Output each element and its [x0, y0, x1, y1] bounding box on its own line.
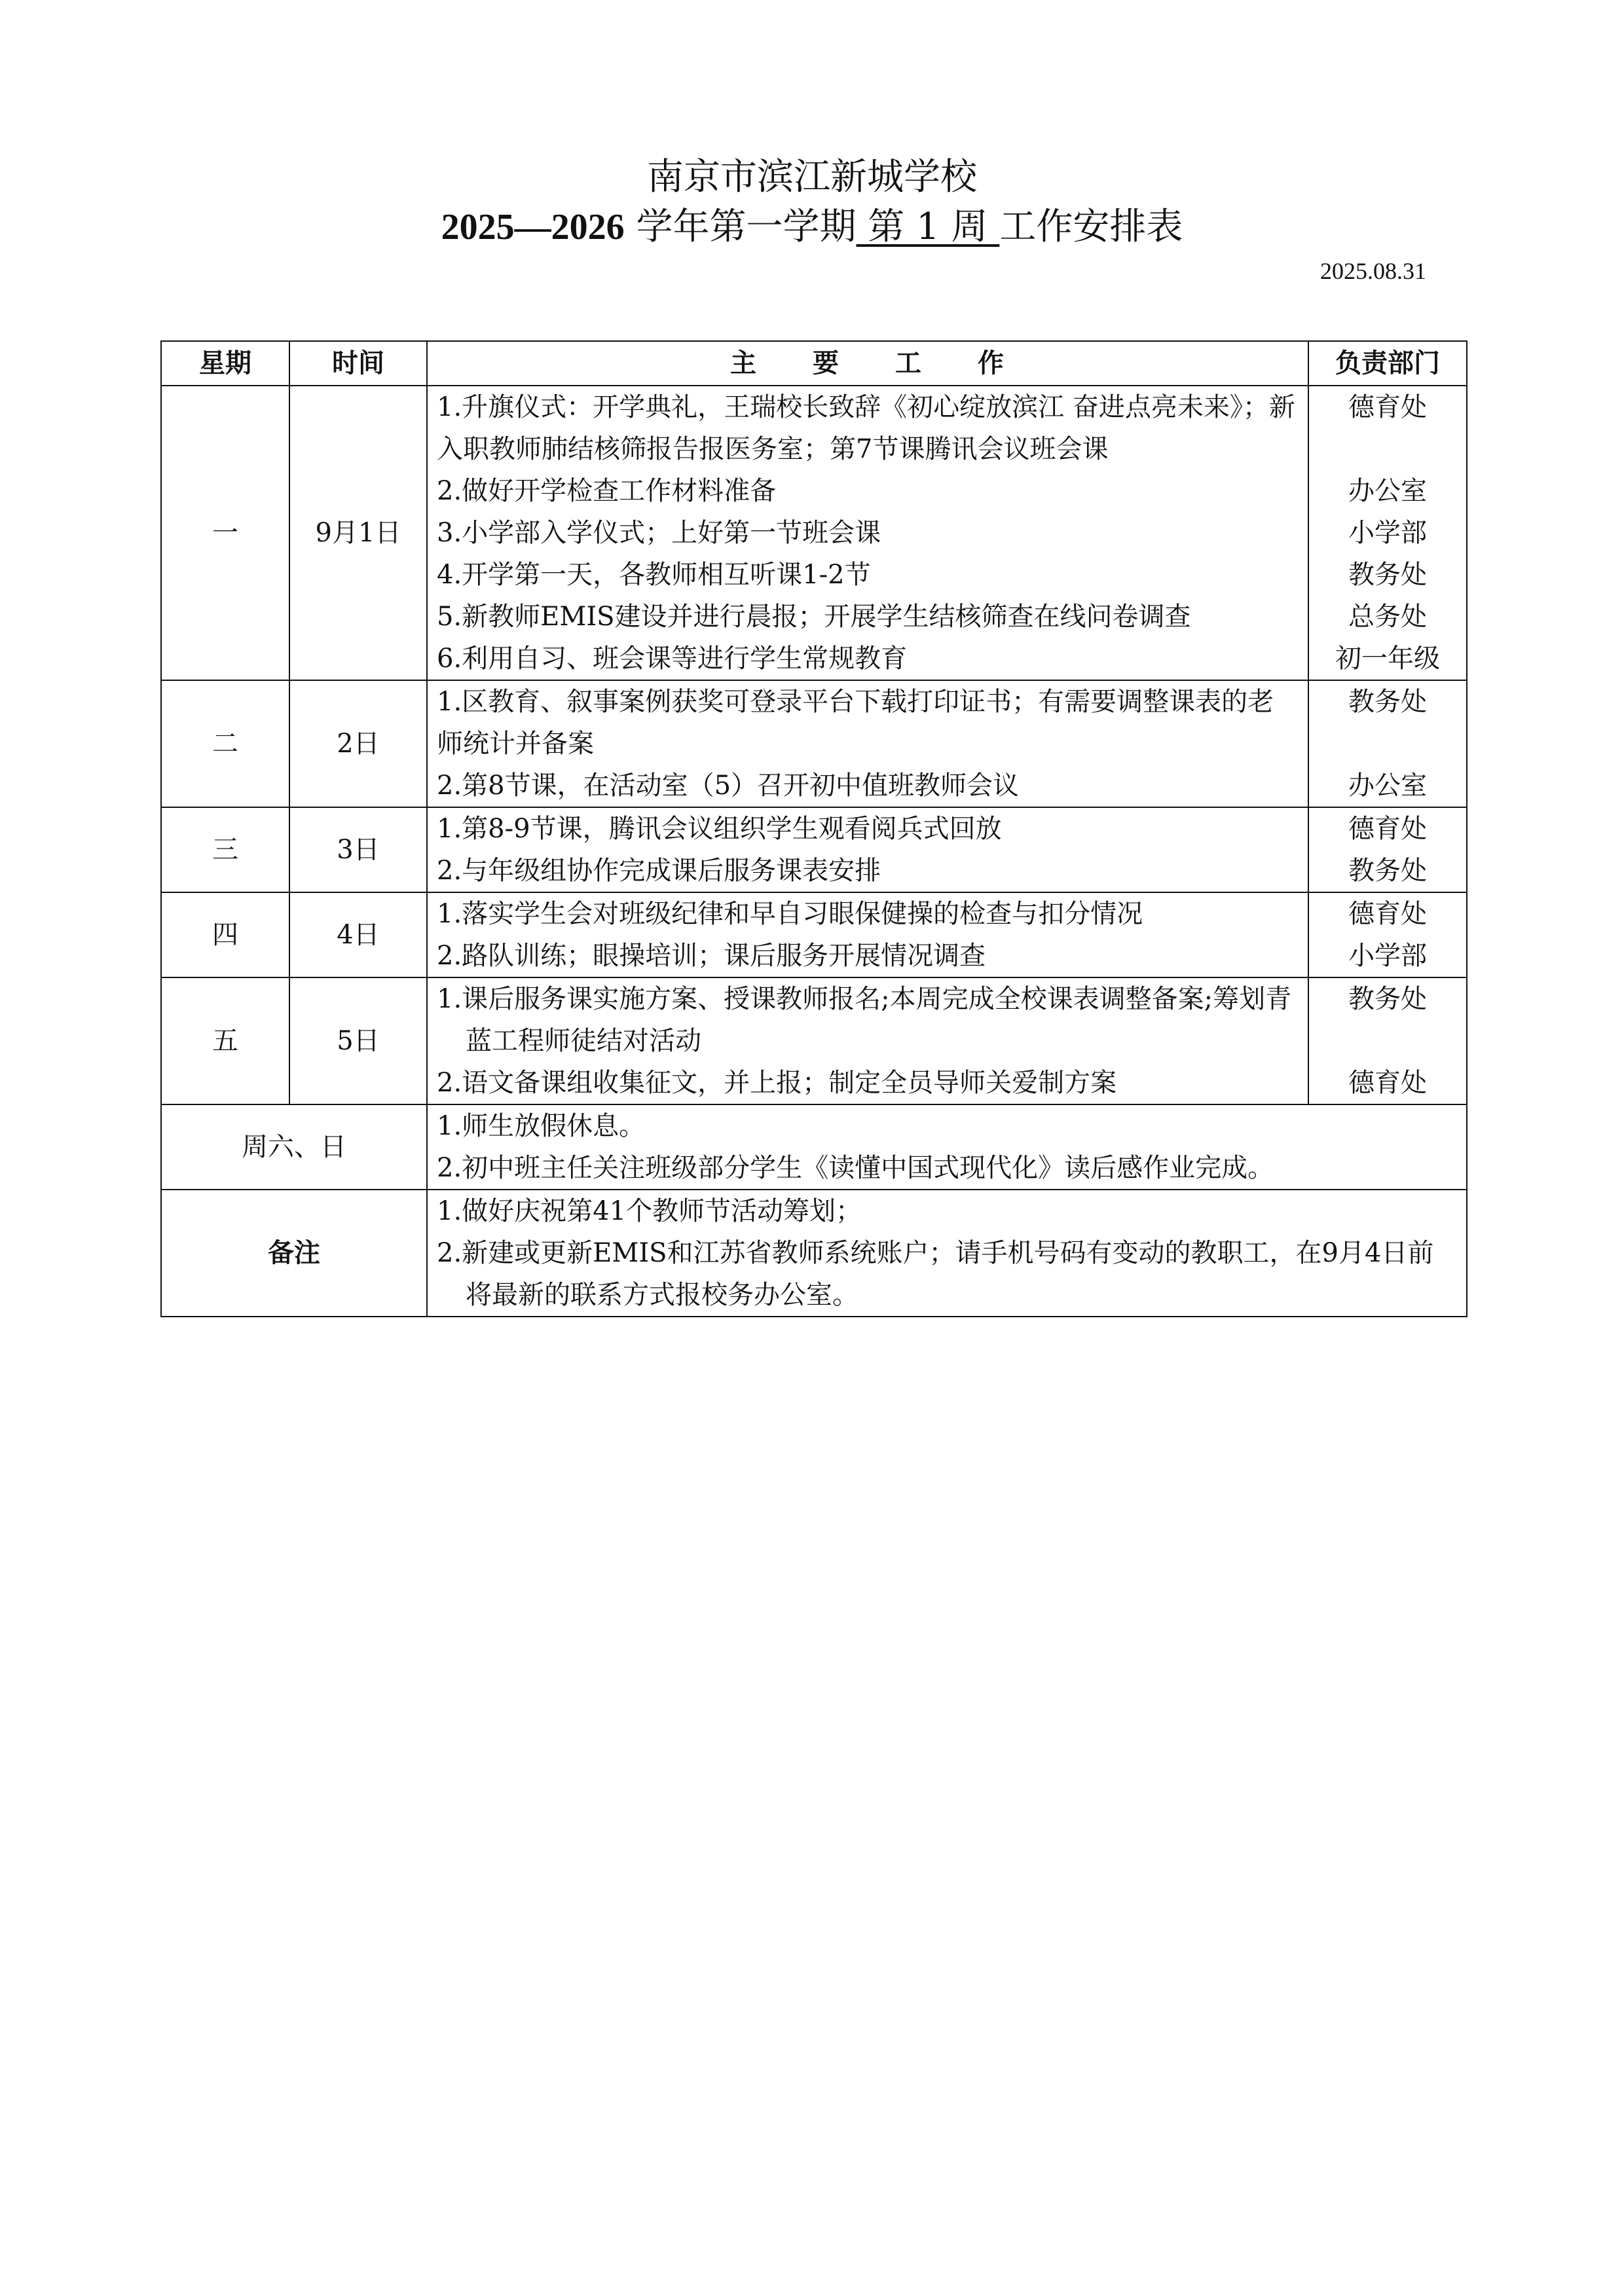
- title-week: 第 1 周: [856, 206, 1000, 248]
- day-cell: 一: [161, 386, 289, 680]
- work-cell: [427, 386, 1308, 680]
- work-item: 2.第8节课，在活动室（5）召开初中值班教师会议: [437, 771, 1020, 801]
- dept-label: 教务处: [1348, 856, 1427, 886]
- time-cell: 4日: [289, 892, 427, 977]
- dept-cell: [1308, 977, 1467, 1104]
- weekend-work-cell: [427, 1104, 1467, 1190]
- remark-item: 1.做好庆祝第41个教师节活动筹划；: [437, 1196, 862, 1226]
- dept-label: 小学部: [1348, 941, 1427, 971]
- header-work: 主 要 工 作: [427, 341, 1308, 386]
- work-cell: [427, 807, 1308, 892]
- dept-label: 德育处: [1348, 814, 1427, 844]
- header-time: 时间: [289, 341, 427, 386]
- work-item: 2.与年级组协作完成课后服务课表安排: [437, 856, 881, 886]
- dept-cell: [1308, 386, 1467, 680]
- table-row-thursday: [161, 892, 1467, 977]
- schedule-table: [160, 340, 1467, 1317]
- work-item: 1.课后服务课实施方案、授课教师报名;本周完成全校课表调整备案;筹划青蓝工程师徒结对活动: [437, 984, 1292, 1056]
- dept-cell: [1308, 807, 1467, 892]
- table-row-wednesday: [161, 807, 1467, 892]
- time-cell: 5日: [289, 977, 427, 1104]
- dept-label: 初一年级: [1335, 644, 1440, 674]
- table-header-row: [161, 341, 1467, 386]
- day-cell: 二: [161, 680, 289, 807]
- table-row-tuesday: [161, 680, 1467, 807]
- time-cell: 9月1日: [289, 386, 427, 680]
- work-cell: [427, 680, 1308, 807]
- dept-cell: [1308, 680, 1467, 807]
- document-title: [0, 204, 1624, 250]
- work-item: 1.落实学生会对班级纪律和早自习眼保健操的检查与扣分情况: [437, 899, 1143, 929]
- time-cell: 2日: [289, 680, 427, 807]
- work-item: 1.区教育、叙事案例获奖可登录平台下载打印证书；有需要调整课表的老师统计并备案: [437, 687, 1274, 759]
- dept-label: 教务处: [1348, 560, 1427, 590]
- work-item: 2.做好开学检查工作材料准备: [437, 476, 777, 506]
- remarks-label: 备注: [161, 1190, 427, 1317]
- dept-label: 教务处: [1348, 984, 1427, 1014]
- dept-label: 办公室: [1348, 476, 1427, 506]
- title-term: 学年第一学期: [624, 206, 857, 248]
- work-item: 2.初中班主任关注班级部分学生《读懂中国式现代化》读后感作业完成。: [437, 1153, 1274, 1183]
- work-item: 3.小学部入学仪式；上好第一节班会课: [437, 518, 881, 548]
- remark-item: 2.新建或更新EMIS和江苏省教师系统账户；请手机号码有变动的教职工，在9月4日前将最新的联系方式报校务办公室。: [437, 1238, 1434, 1310]
- dept-label: 小学部: [1348, 518, 1427, 548]
- work-item: 1.第8-9节课，腾讯会议组织学生观看阅兵式回放: [437, 814, 1002, 844]
- weekend-label: 周六、日: [161, 1104, 427, 1190]
- work-item: 1.升旗仪式：开学典礼，王瑞校长致辞《初心绽放滨江 奋进点亮未来》；新入职教师肺结核筛报告报医务室；第7节课腾讯会议班会课: [437, 392, 1295, 464]
- dept-cell: [1308, 892, 1467, 977]
- dept-label: 办公室: [1348, 771, 1427, 801]
- day-cell: 五: [161, 977, 289, 1104]
- table-row-friday: [161, 977, 1467, 1104]
- work-cell: [427, 977, 1308, 1104]
- dept-label: 德育处: [1348, 1068, 1427, 1098]
- header-day: 星期: [161, 341, 289, 386]
- dept-label: 总务处: [1348, 602, 1427, 632]
- title-year: 2025—2026: [441, 207, 625, 247]
- work-item: 4.开学第一天，各教师相互听课1-2节: [437, 560, 871, 590]
- dept-label: 德育处: [1348, 392, 1427, 422]
- work-item: 6.利用自习、班会课等进行学生常规教育: [437, 644, 908, 674]
- day-cell: 四: [161, 892, 289, 977]
- work-item: 2.语文备课组收集征文，并上报；制定全员导师关爱制方案: [437, 1068, 1117, 1098]
- remarks-cell: [427, 1190, 1467, 1317]
- header-dept: 负责部门: [1308, 341, 1467, 386]
- work-item: 5.新教师EMIS建设并进行晨报；开展学生结核筛查在线问卷调查: [437, 602, 1191, 632]
- day-cell: 三: [161, 807, 289, 892]
- table-row-monday: [161, 386, 1467, 680]
- table-row-remarks: [161, 1190, 1467, 1317]
- work-cell: [427, 892, 1308, 977]
- table-row-weekend: [161, 1104, 1467, 1190]
- work-item: 2.路队训练；眼操培训；课后服务开展情况调查: [437, 941, 986, 971]
- document-date: 2025.08.31: [1320, 258, 1426, 284]
- dept-label: 教务处: [1348, 687, 1427, 717]
- dept-label: 德育处: [1348, 899, 1427, 929]
- school-name: 南京市滨江新城学校: [647, 156, 977, 198]
- title-end: 工作安排表: [999, 206, 1183, 248]
- work-item: 1.师生放假休息。: [437, 1111, 646, 1141]
- time-cell: 3日: [289, 807, 427, 892]
